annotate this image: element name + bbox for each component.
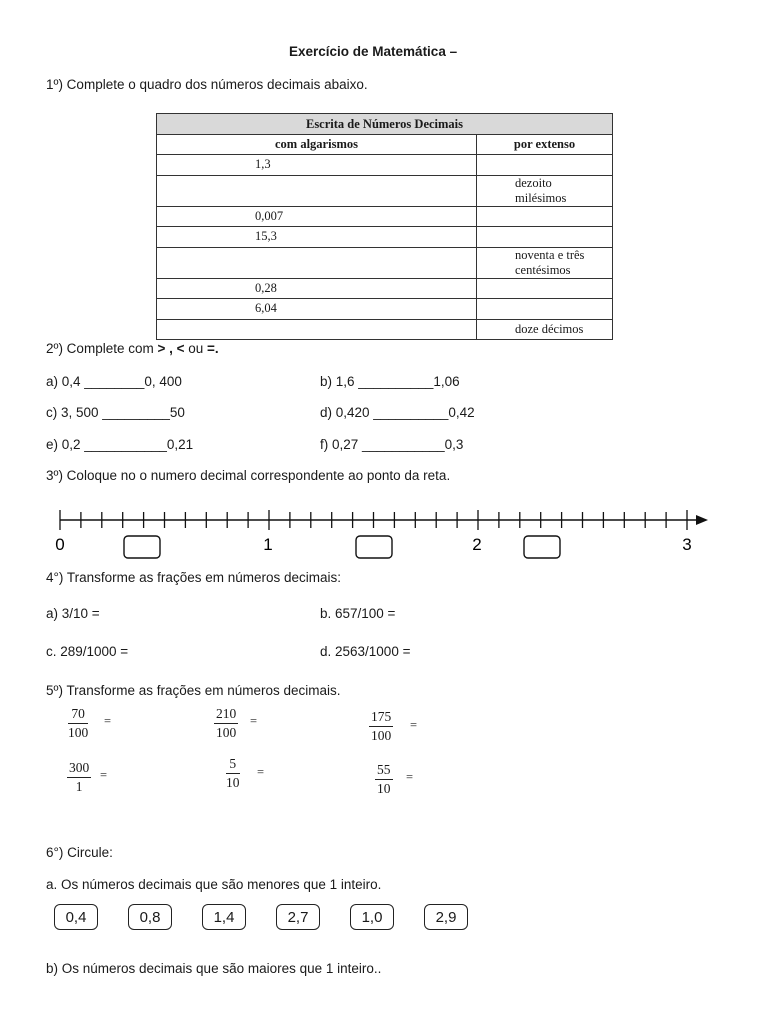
q4-prompt: 4°) Transforme as frações em números decimais: [46, 570, 342, 585]
table-cell-words[interactable] [477, 278, 613, 299]
table-cell-words[interactable]: doze décimos [477, 319, 613, 340]
fraction [67, 760, 91, 795]
answer-box-1[interactable] [124, 536, 160, 558]
q2-prompt-text: 2º) Complete com [46, 341, 158, 356]
option-pill[interactable]: 2,7 [276, 904, 320, 930]
table-header-words: por extenso [477, 135, 613, 155]
q2-prompt [46, 341, 219, 356]
fraction-numerator: 175 [369, 709, 393, 727]
decimals-table [156, 113, 613, 340]
q2-item-f[interactable]: f) 0,27 ___________0,3 [320, 437, 464, 452]
fraction-numerator: 70 [68, 706, 88, 724]
table-row [157, 319, 613, 340]
axis-label-1: 1 [263, 535, 273, 554]
fraction-numerator: 5 [226, 756, 240, 774]
fraction-numerator: 210 [214, 706, 238, 724]
equals-sign: = [250, 714, 258, 728]
fraction-denominator: 1 [75, 779, 83, 794]
table-row [157, 155, 613, 176]
q2-item-a[interactable]: a) 0,4 ________0, 400 [46, 374, 182, 389]
equals-sign: = [257, 765, 265, 779]
q2-item-b[interactable]: b) 1,6 __________1,06 [320, 374, 460, 389]
q2-prompt-symbols: > , < [157, 341, 189, 356]
number-line-arrow [696, 515, 708, 525]
q2-item-c[interactable]: c) 3, 500 _________50 [46, 405, 185, 420]
table-cell-digits[interactable] [157, 319, 477, 340]
fraction-denominator: 10 [226, 775, 240, 790]
equals-sign: = [410, 718, 418, 732]
table-cell-digits[interactable]: 1,3 [157, 155, 477, 176]
q2-prompt-ou: ou [188, 341, 208, 356]
fraction-denominator: 10 [377, 781, 391, 796]
answer-box-3[interactable] [524, 536, 560, 558]
q2-item-d[interactable]: d) 0,420 __________0,42 [320, 405, 475, 420]
option-pill[interactable]: 1,4 [202, 904, 246, 930]
table-cell-words[interactable] [477, 299, 613, 320]
q2-item-e[interactable]: e) 0,2 ___________0,21 [46, 437, 194, 452]
option-pill[interactable]: 0,8 [128, 904, 172, 930]
table-row [157, 278, 613, 299]
table-row [157, 227, 613, 248]
fraction [226, 756, 240, 791]
q6-prompt: 6°) Circule: [46, 845, 113, 860]
table-cell-words[interactable] [477, 155, 613, 176]
fraction [369, 709, 393, 744]
table-cell-digits[interactable]: 0,007 [157, 206, 477, 227]
axis-label-3: 3 [682, 535, 692, 554]
equals-sign: = [100, 768, 108, 782]
page-title: Exercício de Matemática – [289, 44, 458, 59]
q2-prompt-eq: =. [207, 341, 219, 356]
option-pill[interactable]: 1,0 [350, 904, 394, 930]
q4-item-c[interactable]: c. 289/1000 = [46, 644, 129, 659]
q5-prompt: 5º) Transforme as frações em números decimais. [46, 683, 341, 698]
fraction [68, 706, 88, 741]
fraction-denominator: 100 [216, 725, 237, 740]
answer-box-2[interactable] [356, 536, 392, 558]
fraction [214, 706, 238, 741]
table-row [157, 247, 613, 278]
fraction-denominator: 100 [68, 725, 89, 740]
table-cell-digits[interactable] [157, 247, 477, 278]
option-pill[interactable]: 0,4 [54, 904, 98, 930]
q4-item-d[interactable]: d. 2563/1000 = [320, 644, 411, 659]
table-title: Escrita de Números Decimais [157, 114, 613, 135]
q4-item-a[interactable]: a) 3/10 = [46, 606, 100, 621]
q4-item-b[interactable]: b. 657/100 = [320, 606, 396, 621]
table-cell-words[interactable]: dezoito milésimos [477, 175, 613, 206]
q6-item-b: b) Os números decimais que são maiores que 1 inteiro.. [46, 961, 382, 976]
table-row [157, 175, 613, 206]
option-pill[interactable]: 2,9 [424, 904, 468, 930]
equals-sign: = [104, 714, 112, 728]
table-row [157, 206, 613, 227]
number-line [0, 500, 768, 570]
table-cell-digits[interactable]: 6,04 [157, 299, 477, 320]
table-header-digits: com algarismos [157, 135, 477, 155]
q3-prompt: 3º) Coloque no o numero decimal correspondente ao ponto da reta. [46, 468, 451, 483]
fraction-numerator: 300 [67, 760, 91, 778]
fraction-denominator: 100 [371, 728, 392, 743]
q1-prompt: 1º) Complete o quadro dos números decimais abaixo. [46, 77, 368, 92]
fraction [375, 762, 393, 797]
q6-item-a: a. Os números decimais que são menores que 1 inteiro. [46, 877, 382, 892]
axis-label-2: 2 [472, 535, 482, 554]
table-cell-words[interactable] [477, 227, 613, 248]
table-cell-digits[interactable] [157, 175, 477, 206]
table-cell-words[interactable] [477, 206, 613, 227]
equals-sign: = [406, 770, 414, 784]
axis-label-0: 0 [55, 535, 65, 554]
table-row [157, 299, 613, 320]
fraction-numerator: 55 [375, 762, 393, 780]
table-cell-digits[interactable]: 0,28 [157, 278, 477, 299]
table-cell-words[interactable]: noventa e três centésimos [477, 247, 613, 278]
table-cell-digits[interactable]: 15,3 [157, 227, 477, 248]
